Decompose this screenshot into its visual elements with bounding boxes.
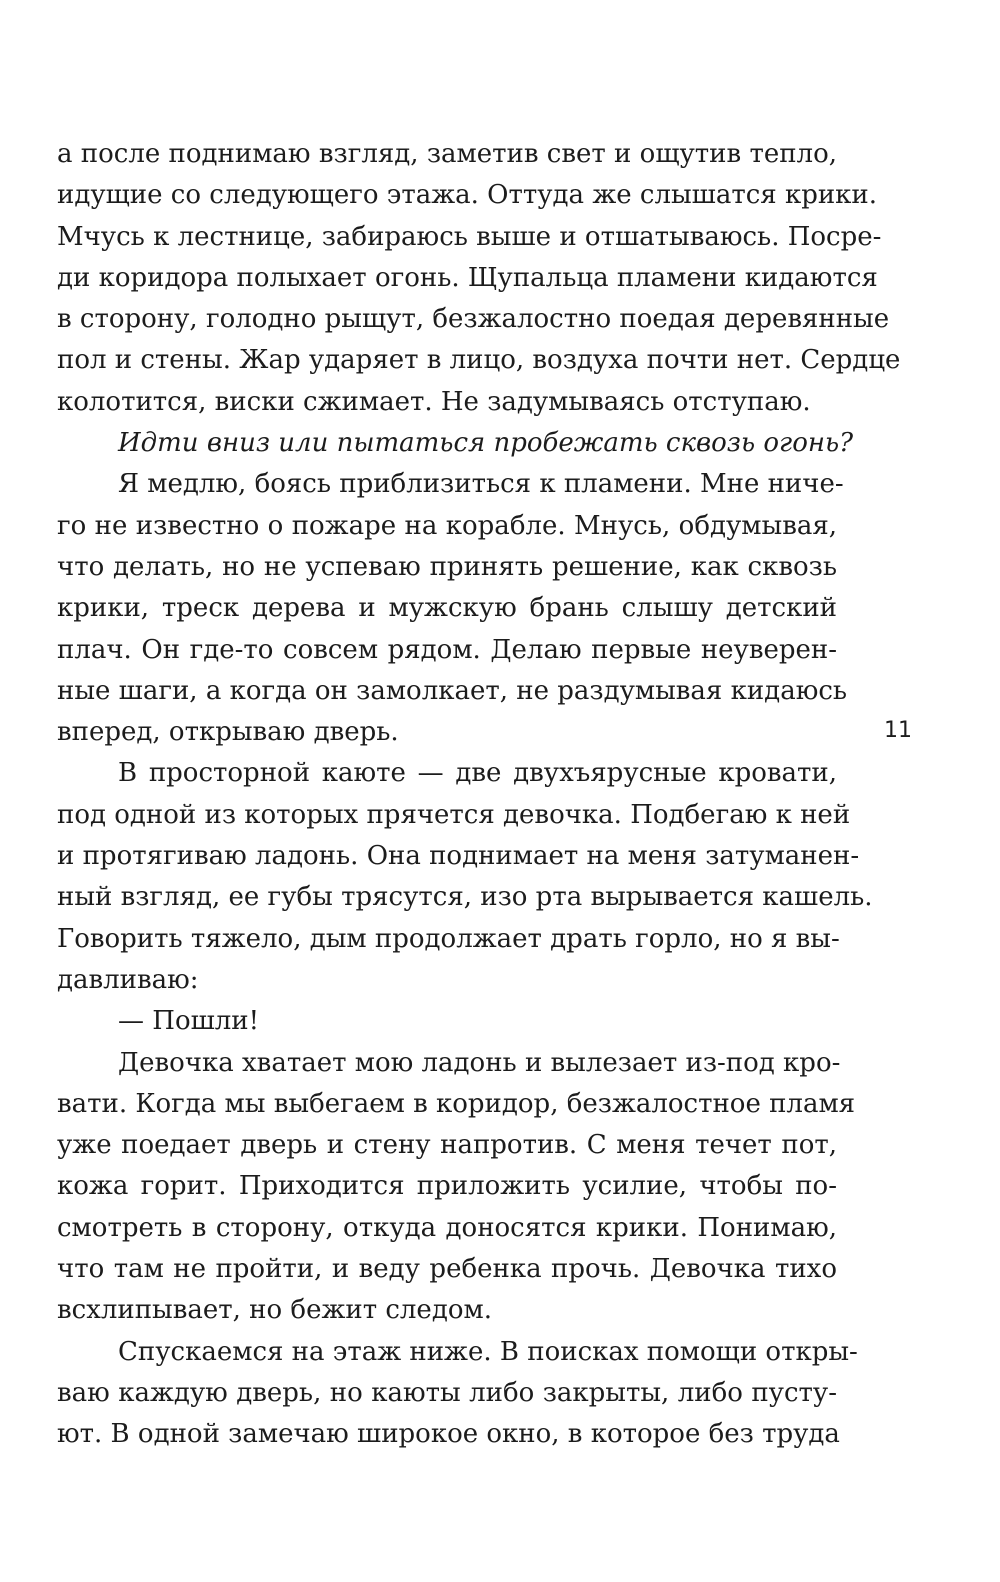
text-line: Девочка хватает мою ладонь и вылезает из-под кро- bbox=[118, 1047, 841, 1078]
text-line: В просторной каюте — две двухъярусные кровати, bbox=[118, 758, 837, 789]
text-line: Спускаемся на этаж ниже. В поисках помощи откры- bbox=[118, 1336, 858, 1367]
text-line: в сторону, голодно рыщут, безжалостно поедая деревянные bbox=[57, 304, 890, 335]
text-line: го не известно о пожаре на корабле. Мнусь, обдумывая, bbox=[57, 510, 837, 541]
italic-thought-line: Идти вниз или пытаться пробежать сквозь огонь? bbox=[118, 428, 854, 459]
text-line: идущие со следующего этажа. Оттуда же слышатся крики. bbox=[57, 180, 878, 211]
text-line: а после поднимаю взгляд, заметив свет и ощутив тепло, bbox=[57, 139, 837, 169]
text-line: и протягиваю ладонь. Она поднимает на меня затуманен- bbox=[57, 841, 860, 872]
text-line: кожа горит. Приходится приложить усилие, чтобы по- bbox=[57, 1171, 837, 1202]
text-line: давливаю: bbox=[57, 964, 199, 995]
page-number: 11 bbox=[884, 718, 912, 743]
text-line: ди коридора полыхает огонь. Щупальца пламени кидаются bbox=[57, 262, 878, 293]
text-line: ют. В одной замечаю широкое окно, в которое без труда bbox=[57, 1419, 840, 1450]
text-line: плач. Он где-то совсем рядом. Делаю первые неуверен- bbox=[57, 634, 837, 665]
text-line: что там не пройти, и веду ребенка прочь. Девочка тихо bbox=[57, 1254, 837, 1285]
text-line: вперед, открываю дверь. bbox=[57, 717, 399, 748]
text-line: вати. Когда мы выбегаем в коридор, безжалостное пламя bbox=[57, 1088, 856, 1119]
text-line: всхлипывает, но бежит следом. bbox=[57, 1295, 492, 1326]
text-line: что делать, но не успеваю принять решение, как сквозь bbox=[57, 551, 837, 582]
text-line: Мчусь к лестнице, забираюсь выше и отшатываюсь. Посре- bbox=[57, 221, 882, 252]
text-line: уже поедает дверь и стену напротив. С меня течет пот, bbox=[57, 1130, 837, 1161]
text-line: пол и стены. Жар ударяет в лицо, воздуха почти нет. Сердце bbox=[57, 345, 901, 376]
text-line: Говорить тяжело, дым продолжает драть горло, но я вы- bbox=[57, 923, 840, 954]
text-line: ваю каждую дверь, но каюты либо закрыты, либо пусту- bbox=[57, 1377, 837, 1408]
text-line: смотреть в сторону, откуда доносятся крики. Понимаю, bbox=[57, 1212, 837, 1243]
text-line: Я медлю, боясь приблизиться к пламени. Мне ниче- bbox=[118, 469, 844, 500]
text-line: колотится, виски сжимает. Не задумываясь отступаю. bbox=[57, 386, 811, 417]
text-line: под одной из которых прячется девочка. Подбегаю к ней bbox=[57, 799, 851, 830]
text-line: крики, треск дерева и мужскую брань слышу детский bbox=[57, 593, 837, 624]
text-line: ные шаги, а когда он замолкает, не раздумывая кидаюсь bbox=[57, 675, 848, 706]
text-line: ный взгляд, ее губы трясутся, изо рта вырывается кашель. bbox=[57, 882, 873, 913]
dialogue-line: — Пошли! bbox=[118, 1006, 260, 1037]
